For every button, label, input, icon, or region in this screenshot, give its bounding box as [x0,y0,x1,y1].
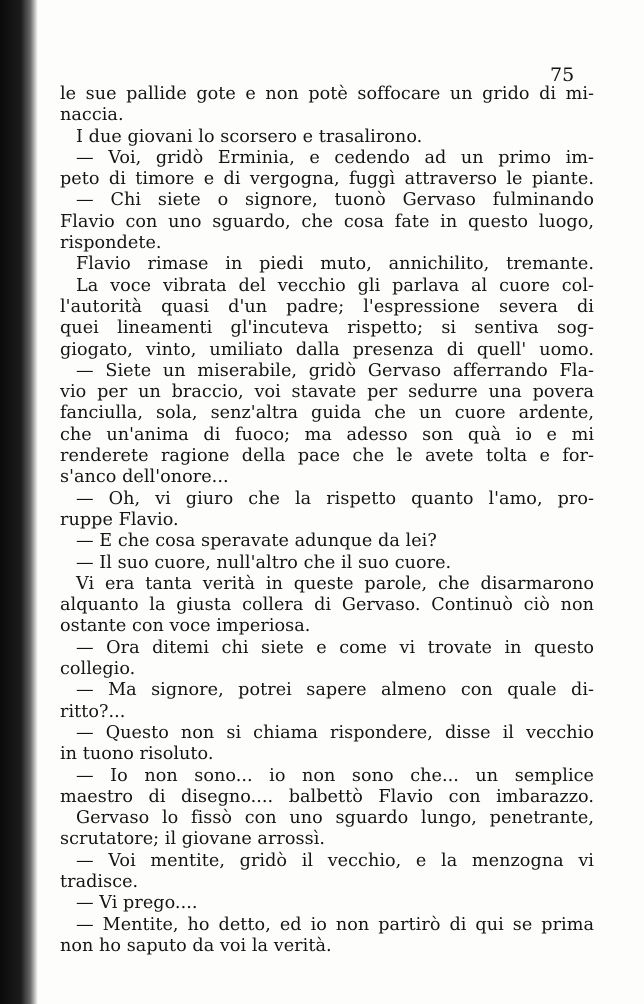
text-line: rispondete. [60,233,162,254]
text-line: — Oh, vi giuro che la rispetto quanto l'amo, pro- [76,488,594,509]
text-line: maestro di disegno.... balbettò Flavio con imbarazzo. [60,786,594,807]
text-line: La voce vibrata del vecchio gli parlava al cuore col- [76,275,594,296]
text-line: — Il suo cuore, null'altro che il suo cuore. [76,552,452,573]
text-line: l'autorità quasi d'un padre; l'espressione severa di [60,296,594,317]
text-line: ostante con voce imperiosa. [60,616,311,637]
text-line: — E che cosa speravate adunque da lei? [76,531,437,552]
text-line: non ho saputo da voi la verità. [60,935,332,956]
text-line: — Chi siete o signore, tuonò Gervaso fulminando [76,190,594,211]
text-line: — Mentite, ho detto, ed io non partirò di qui se prima [76,914,594,935]
text-line: in tuono risoluto. [60,744,214,765]
book-page [38,0,644,1004]
text-line: naccia. [60,105,124,126]
text-line: Vi era tanta verità in queste parole, che disarmarono [76,573,594,594]
text-line: che un'anima di fuoco; ma adesso son quà io e mi [60,424,594,445]
text-line: vio per un braccio, voi stavate per sedurre una povera [60,382,594,403]
text-line: quei lineamenti gl'incuteva rispetto; si sentiva sog- [60,318,594,339]
text-line: renderete ragione della pace che le avete tolta e for- [60,446,594,467]
text-line: — Siete un miserabile, gridò Gervaso afferrando Fla- [76,360,594,381]
text-line: I due giovani lo scorsero e trasalirono. [76,126,423,147]
text-line: ritto?... [60,701,126,722]
text-line: scrutatore; il giovane arrossì. [60,829,326,850]
text-line: — Vi prego.... [76,893,198,914]
text-line: Flavio rimase in piedi muto, annichilito, tremante. [76,254,594,275]
text-line: giogato, vinto, umiliato dalla presenza di quell' uomo. [60,339,594,360]
text-line: s'anco dell'onore... [60,467,229,488]
text-line: tradisce. [60,871,139,892]
text-line: — Questo non si chiama rispondere, disse il vecchio [76,722,594,743]
text-line: peto di timore e di vergogna, fuggì attraverso le piante. [60,169,594,190]
text-line: Flavio con uno sguardo, che cosa fate in questo luogo, [60,211,594,232]
text-line: collegio. [60,659,136,680]
text-line: fanciulla, sola, senz'altra guida che un cuore ardente, [60,403,594,424]
text-line: — Ora ditemi chi siete e come vi trovate in questo [76,637,594,658]
body-text [60,84,594,957]
text-line: — Ma signore, potrei sapere almeno con quale di- [76,680,594,701]
text-line: le sue pallide gote e non potè soffocare un grido di mi- [60,84,594,104]
text-line: — Voi, gridò Erminia, e cedendo ad un primo im- [76,147,594,168]
text-line: — Io non sono... io non sono che... un semplice [76,765,594,786]
text-line: alquanto la giusta collera di Gervaso. Continuò ciò non [60,595,594,616]
page-number: 75 [550,64,575,86]
text-line: — Voi mentite, gridò il vecchio, e la menzogna vi [76,850,594,871]
text-line: ruppe Flavio. [60,509,179,530]
book-spine-shadow [0,0,38,1004]
text-line: Gervaso lo fissò con uno sguardo lungo, penetrante, [76,808,594,829]
